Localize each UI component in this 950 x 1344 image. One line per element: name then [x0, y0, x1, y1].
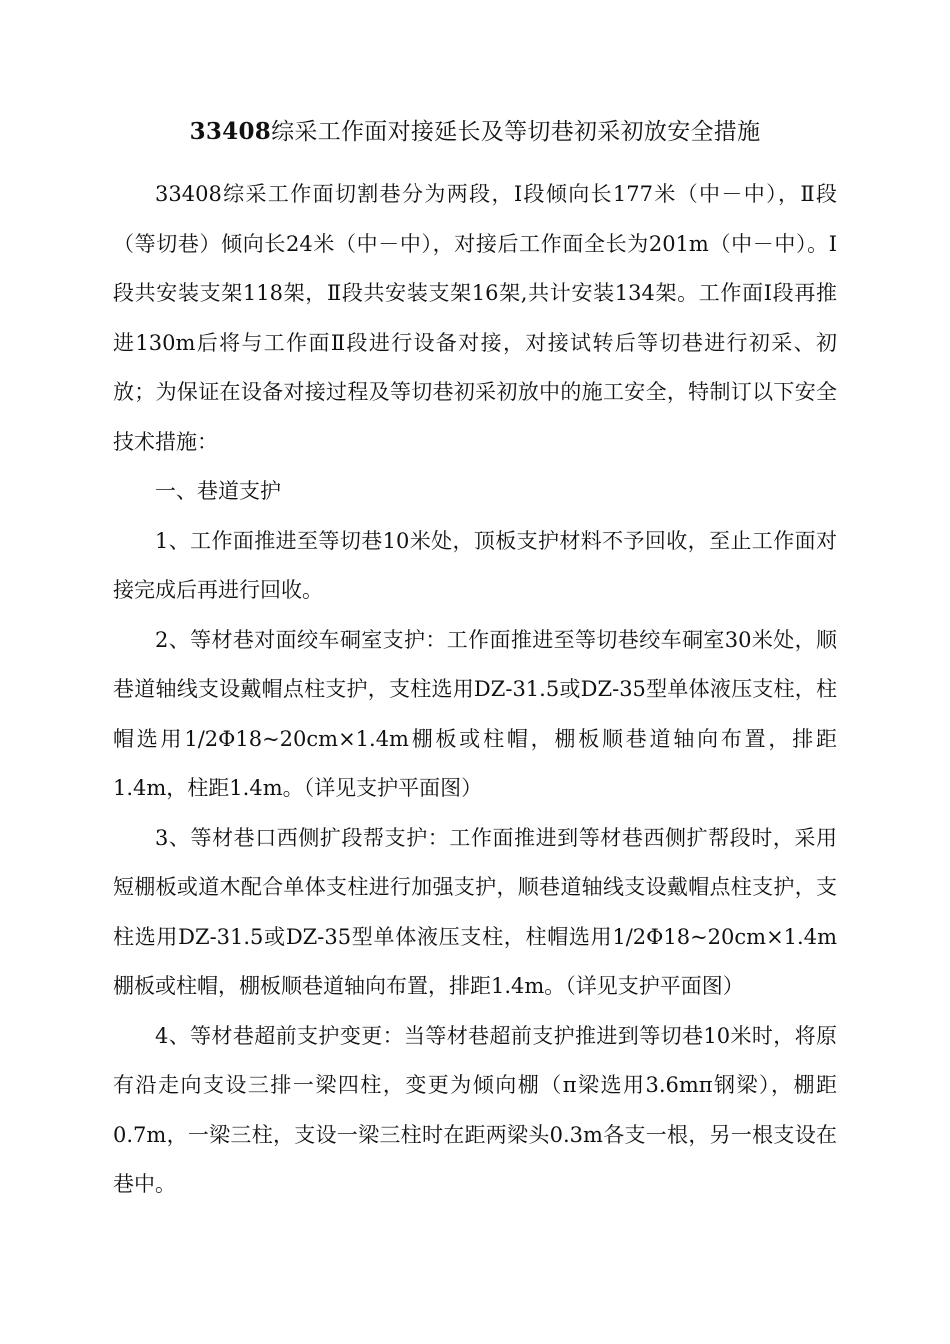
- section-heading-roadway-support: 一、巷道支护: [155, 479, 281, 503]
- measure-item-2: 2、等材巷对面绞车硐室支护：工作面推进至等切巷绞车硐室30米处，顺巷道轴线支设戴帽点柱支护，支柱选用DZ-31.5或DZ-35型单体液压支柱，柱帽选用1/2Φ18~20cm×1.4m棚板或柱帽，棚板顺巷道轴向布置，排距1.4m，柱距1.4m。（详见支护平面图）: [113, 627, 837, 800]
- title-number: 33408: [189, 118, 272, 145]
- measure-item-1: 1、工作面推进至等切巷10米处，顶板支护材料不予回收，至止工作面对接完成后再进行回收。: [113, 528, 837, 602]
- intro-paragraph: 33408综采工作面切割巷分为两段，Ⅰ段倾向长177米（中－中），Ⅱ段（等切巷）倾向长24米（中－中），对接后工作面全长为201m（中－中）。Ⅰ段共安装支架118架，Ⅱ段共安装支架16架,共计安装134架。工作面Ⅰ段再推进130m后将与工作面Ⅱ段进行设备对接，对接试转后等切巷进行初采、初放；为保证在设备对接过程及等切巷初采初放中的施工安全，特制订以下安全技术措施：: [113, 182, 837, 454]
- document-body: [113, 170, 837, 1210]
- measure-item-3: 3、等材巷口西侧扩段帮支护：工作面推进到等材巷西侧扩帮段时，采用短棚板或道木配合单体支柱进行加强支护，顺巷道轴线支设戴帽点柱支护，支柱选用DZ-31.5或DZ-35型单体液压支柱，柱帽选用1/2Φ18~20cm×1.4m棚板或柱帽，棚板顺巷道轴向布置，排距1.4m。（详见支护平面图）: [113, 825, 837, 998]
- title-text: 综采工作面对接延长及等切巷初采初放安全措施: [271, 119, 761, 145]
- document-title: [0, 114, 950, 150]
- measure-item-4: 4、等材巷超前支护变更：当等材巷超前支护推进到等切巷10米时，将原有沿走向支设三排一梁四柱，变更为倾向棚（π梁选用3.6mπ钢梁），棚距0.7m，一梁三柱，支设一梁三柱时在距两梁头0.3m各支一根，另一根支设在巷中。: [113, 1023, 837, 1196]
